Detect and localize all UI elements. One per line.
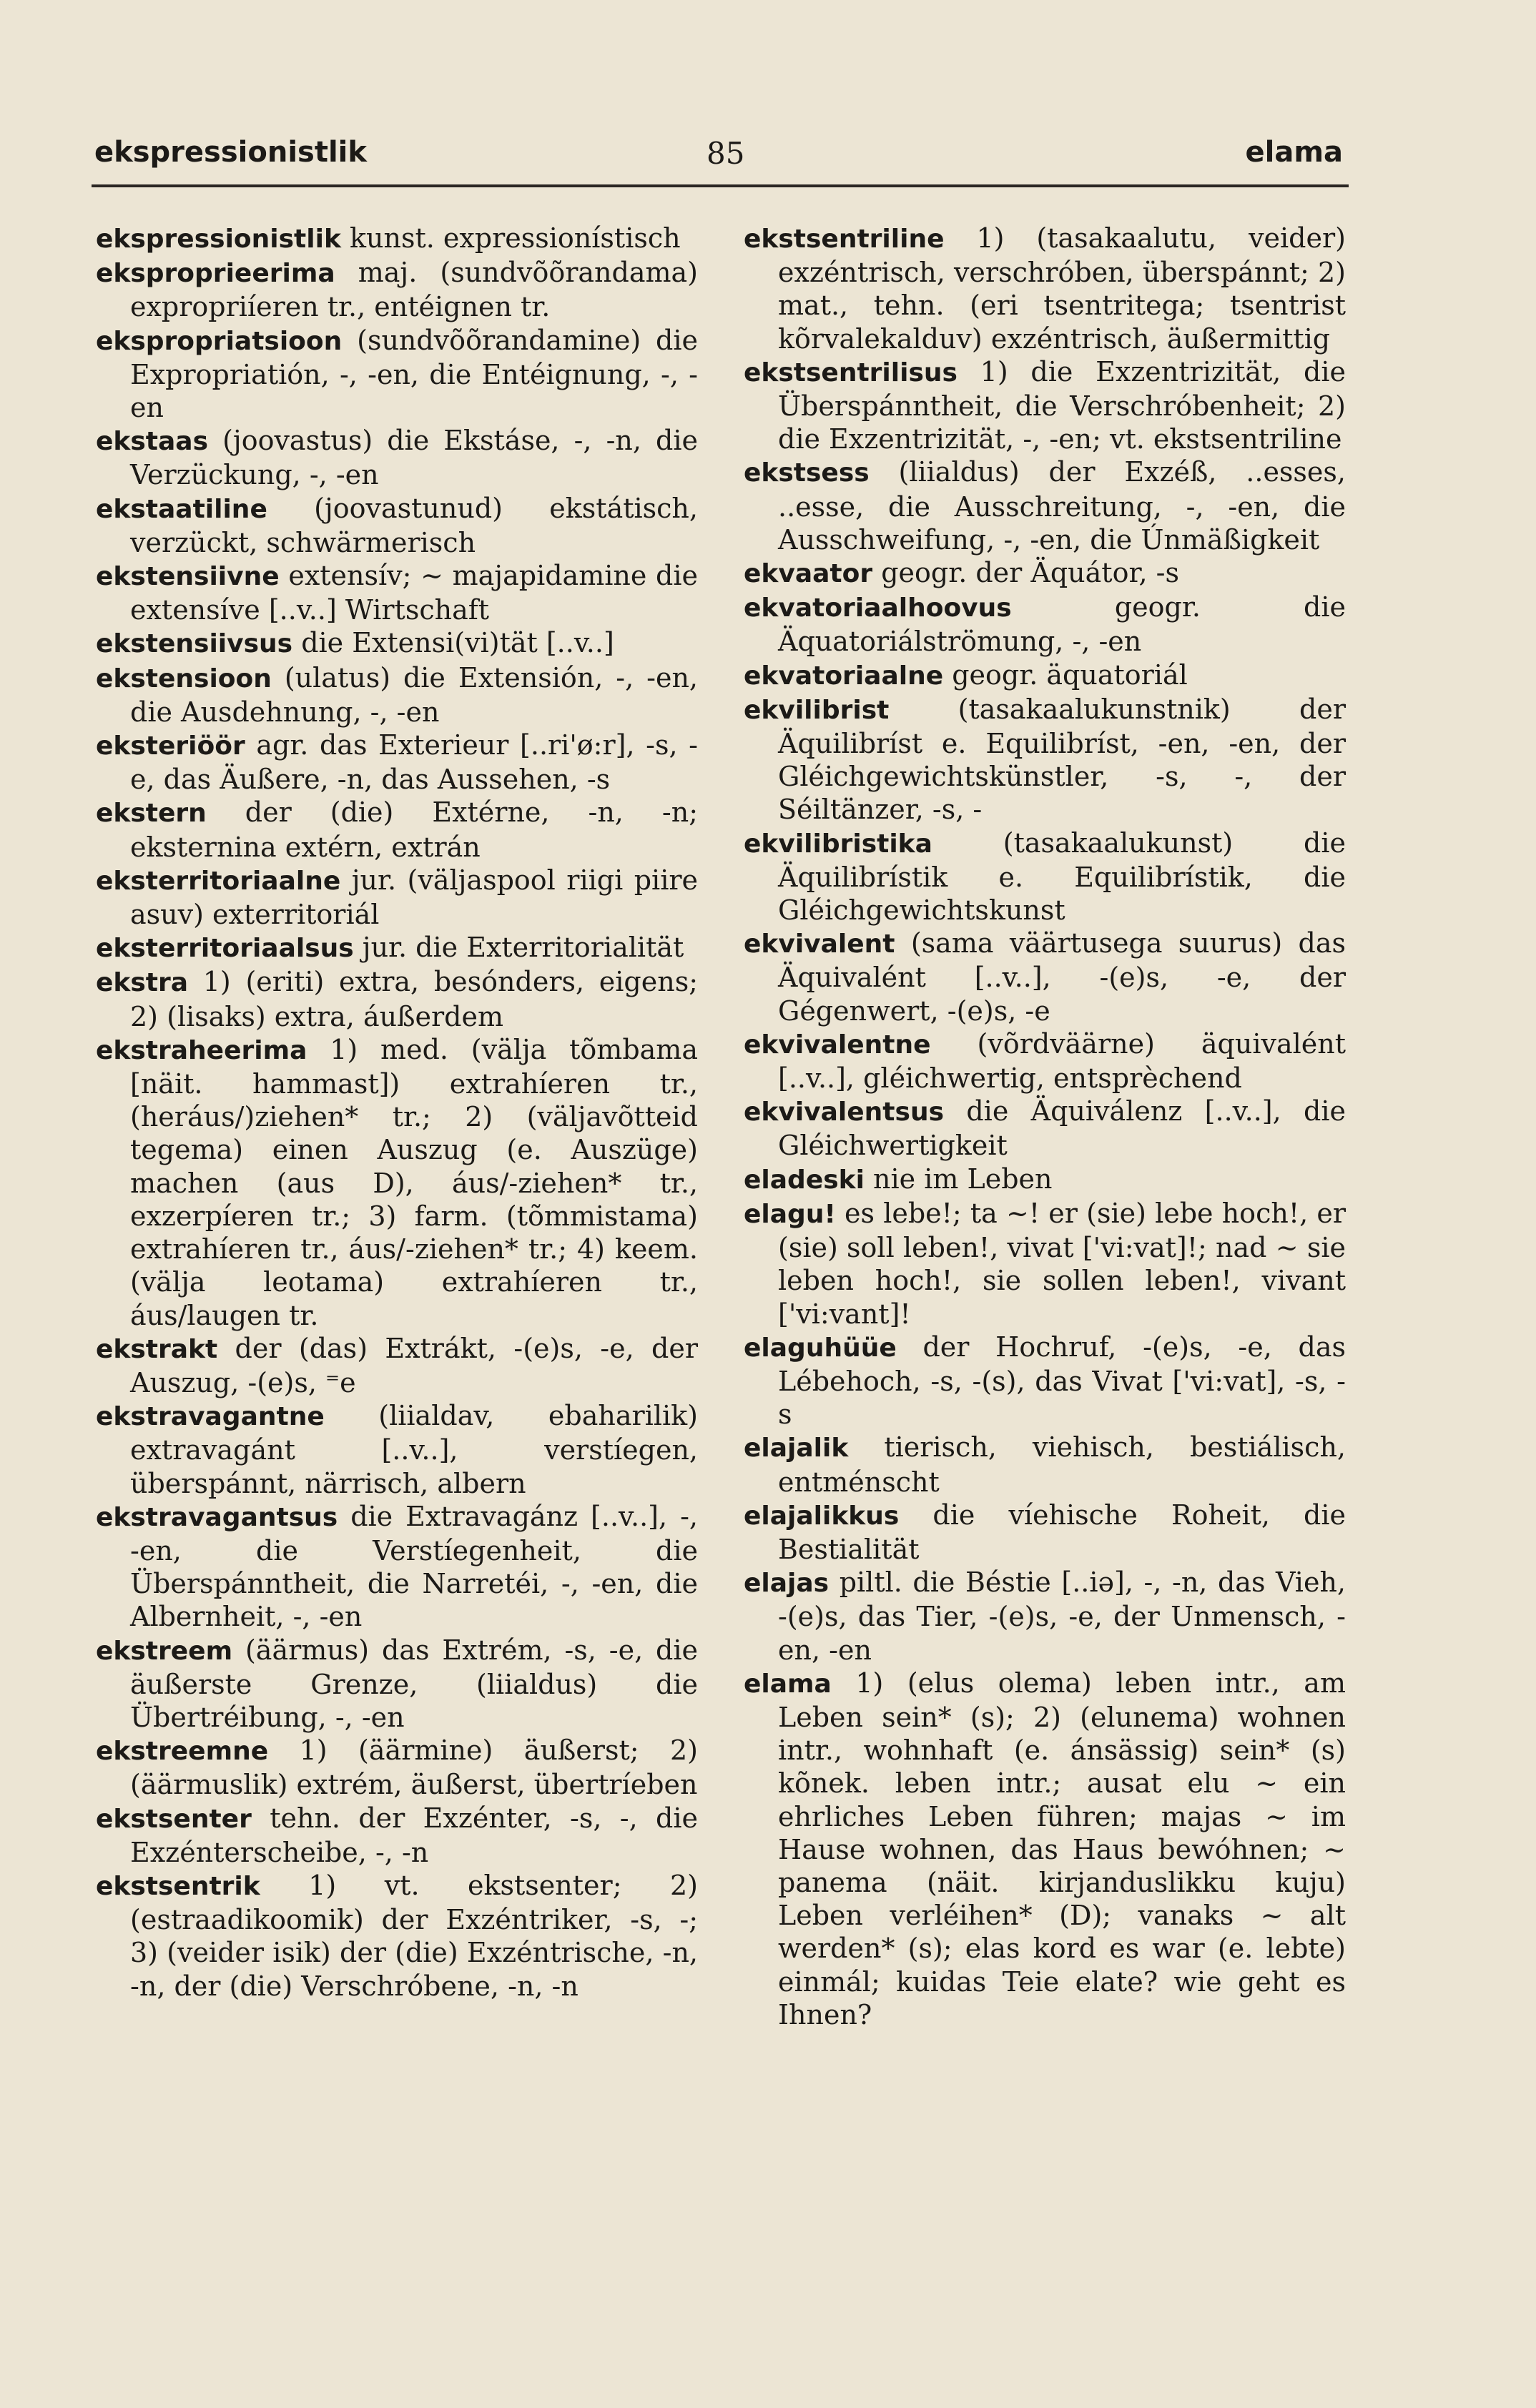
entry-definition: (tasakaalukunst) die Äquilibrístik e. Equilibrístik, die Gléichgewichtskunst xyxy=(778,826,1346,927)
dictionary-entry xyxy=(744,591,1346,658)
dictionary-entry xyxy=(96,222,698,256)
dictionary-entry xyxy=(744,1667,1346,2031)
headword: ekvilibrist xyxy=(744,695,890,725)
dictionary-entry xyxy=(744,355,1346,456)
dictionary-entry xyxy=(744,1197,1346,1331)
dictionary-entry xyxy=(744,556,1346,591)
headword: ekstaatiline xyxy=(96,494,267,524)
headword: ekstsenter xyxy=(96,1804,252,1834)
headword: eksterritoriaalsus xyxy=(96,934,354,964)
entry-definition: die Äquiválenz [..v..], die Gléichwertigkeit xyxy=(778,1095,1346,1162)
dictionary-entry xyxy=(96,256,698,323)
entry-definition: piltl. die Béstie [..iə], -, -n, das Vieh, -(e)s, das Tier, -(e)s, -e, der Unmensch, -en, -en xyxy=(778,1566,1346,1666)
dictionary-entry xyxy=(744,1095,1346,1162)
dictionary-entry xyxy=(744,1331,1346,1431)
headword: ekspropriatsioon xyxy=(96,326,343,356)
dictionary-entry xyxy=(744,1027,1346,1095)
entry-definition: (sama väärtusega suurus) das Äquivalént [..v..], -(e)s, -e, der Gégenwert, -(e)s, -e xyxy=(778,927,1346,1027)
dictionary-entry xyxy=(96,1500,698,1634)
headword: ekstraheerima xyxy=(96,1035,307,1065)
entry-definition: geogr. äquatoriál xyxy=(943,658,1188,691)
dictionary-entry xyxy=(744,1163,1346,1197)
headword: elajalikkus xyxy=(744,1501,900,1531)
headword: ekstreem xyxy=(96,1636,233,1666)
headword: ekspressionistlik xyxy=(96,224,341,254)
dictionary-entry xyxy=(744,658,1346,693)
headword: elajalik xyxy=(744,1434,849,1464)
headword: ekvatoriaalne xyxy=(744,661,944,691)
running-head-right: elama xyxy=(1245,136,1343,169)
entry-definition: es lebe!; ta ~! er (sie) lebe hoch!, er (sie) soll leben!, vivat ['vi:vat]!; nad ~ sie leben hoch!, sie sollen leben!, vivant ['vi:vant]! xyxy=(778,1197,1346,1330)
entry-definition: (äärmus) das Extrém, -s, -e, die äußerste Grenze, (liialdus) die Übertréibung, -, -en xyxy=(130,1634,698,1733)
entry-definition: nie im Leben xyxy=(864,1163,1053,1195)
headword: ekstensiivsus xyxy=(96,629,293,659)
headword: ekstra xyxy=(96,968,189,998)
entry-definition: 1) (elus olema) leben intr., am Leben sein* (s); 2) (elunema) wohnen intr., wohnhaft (e. ánsässig) sein* (s) kõnek. leben intr.; ausat elu ~ ein ehrliches Leben führen; majas ~ im Hause wohnen, das Haus bewóhnen; ~ panema (näit. kirjanduslikku kuju) Leben verléihen* (D); vanaks ~ alt werden* (s); elas kord es war (e. lebte) einmál; kuidas Teie elate? wie geht es Ihnen? xyxy=(778,1667,1346,2030)
headword: ekstravagantne xyxy=(96,1402,325,1432)
headword: eksteriöör xyxy=(96,731,245,761)
header-rule xyxy=(92,184,1349,187)
entry-definition: 1) (äärmine) äußerst; 2) (äärmuslik) extrém, äußerst, übertríeben xyxy=(130,1735,698,1801)
dictionary-entry xyxy=(96,1734,698,1801)
dictionary-entry xyxy=(96,559,698,626)
entry-definition: der (das) Extrákt, -(e)s, -e, der Auszug, -(e)s, ⁼e xyxy=(130,1332,698,1398)
headword: ekvaator xyxy=(744,559,873,589)
headword: ekstsentriline xyxy=(744,224,945,254)
entry-definition: (võrdväärne) äquivalént [..v..], gléichwertig, entsprèchend xyxy=(778,1027,1346,1095)
dictionary-entry xyxy=(744,1499,1346,1566)
headword: ekstern xyxy=(96,799,207,829)
entry-definition: agr. das Exterieur [..ri'ø:r], -s, -e, das Äußere, -n, das Aussehen, -s xyxy=(130,729,698,796)
dictionary-entry xyxy=(744,222,1346,355)
headword: ekvivalentne xyxy=(744,1030,931,1060)
headword: ekvatoriaalhoovus xyxy=(744,593,1012,623)
dictionary-entry xyxy=(96,965,698,1032)
running-head-left: ekspressionistlik xyxy=(94,136,367,169)
dictionary-entry xyxy=(96,626,698,661)
entry-definition: (sundvõõrandamine) die Expropriatión, -, -en, die Entéignung, -, -en xyxy=(130,324,698,424)
headword: elagu! xyxy=(744,1199,836,1229)
entry-definition: 1) (eriti) extra, besónders, eigens; 2) (lisaks) extra, áußerdem xyxy=(130,966,698,1032)
headword: elajas xyxy=(744,1569,829,1599)
dictionary-entry xyxy=(96,796,698,863)
entry-definition: 1) med. (välja tõmbama [näit. hammast]) extrahíeren tr., (heráus/)ziehen* tr.; 2) (väljavõtteid tegema) einen Auszug (e. Auszüge) machen (aus D), áus/-ziehen* tr., exzerpíeren tr.; 3) farm. (tõmmistama) extrahíeren tr., áus/-ziehen* tr.; 4) keem. (välja leotama) extrahíeren tr., áus/laugen tr. xyxy=(130,1033,698,1331)
headword: eladeski xyxy=(744,1165,865,1195)
headword: ekstrakt xyxy=(96,1334,218,1364)
headword: ekspropriеerima xyxy=(96,259,335,289)
headword: ekvilibristika xyxy=(744,829,932,859)
dictionary-entry xyxy=(96,729,698,796)
dictionary-entry xyxy=(96,1869,698,2003)
dictionary-entry xyxy=(744,927,1346,1027)
dictionary-entry xyxy=(96,1802,698,1869)
dictionary-entry xyxy=(96,324,698,425)
entry-definition: (tasakaalukunstnik) der Äquilibríst e. Equilibríst, -en, -en, der Gléichgewichtskünstler, -s, -, der Séiltänzer, -s, - xyxy=(778,693,1346,826)
headword: ekstsentrik xyxy=(96,1871,260,1901)
entry-definition: maj. (sundvõõrandama) expropriíeren tr., entéignen tr. xyxy=(130,257,698,323)
entry-definition: 1) vt. ekstsenter; 2) (estraadikoomik) der Exzéntriker, -s, -; 3) (veider isik) der (die) Exzéntrische, -n, -n, der (die) Verschróbene, -n, -n xyxy=(130,1869,698,2002)
dictionary-entry xyxy=(96,1332,698,1399)
entry-definition: jur. (väljaspool riigi piire asuv) exterritoriál xyxy=(130,864,698,931)
dictionary-entry xyxy=(96,661,698,729)
dictionary-entry xyxy=(744,1431,1346,1498)
dictionary-entry xyxy=(744,826,1346,927)
dictionary-entry xyxy=(96,424,698,491)
entry-definition: (joovastunud) ekstátisch, verzückt, schwärmerisch xyxy=(130,492,698,558)
entry-definition: (liialdus) der Exzéß, ..esses, ..esse, die Ausschreitung, -, -en, die Ausschweifung, -, -en, die Únmäßigkeit xyxy=(778,456,1346,556)
entry-definition: (ulatus) die Extensión, -, -en, die Ausdehnung, -, -en xyxy=(130,661,698,728)
dictionary-entry xyxy=(744,693,1346,826)
entry-definition: die víehische Roheit, die Bestialität xyxy=(778,1499,1346,1565)
right-column xyxy=(744,222,1346,2031)
headword: elaguhüüe xyxy=(744,1333,897,1363)
entry-definition: die Extensi(vi)tät [..v..] xyxy=(292,627,614,659)
left-column xyxy=(96,222,698,2003)
entry-definition: tierisch, viehisch, bestiálisch, entménscht xyxy=(778,1431,1346,1498)
dictionary-entry xyxy=(96,1399,698,1500)
dictionary-entry xyxy=(96,931,698,965)
entry-definition: (joovastus) die Ekstáse, -, -n, die Verzückung, -, -en xyxy=(130,425,698,491)
dictionary-entry xyxy=(96,864,698,931)
entry-definition: 1) die Exzentrizität, die Überspánntheit, die Verschróbenheit; 2) die Exzentrizität, -, -en; vt. ekstsentriline xyxy=(778,355,1346,455)
entry-definition: geogr. der Äquátor, -s xyxy=(872,557,1179,589)
headword: eksterritoriaalne xyxy=(96,866,341,896)
headword: ekstensiivne xyxy=(96,562,280,592)
dictionary-entry xyxy=(96,1033,698,1332)
headword: ekstravagantsus xyxy=(96,1502,338,1532)
headword: ekvivalentsus xyxy=(744,1097,945,1127)
headword: ekstensioon xyxy=(96,663,272,694)
dictionary-entry xyxy=(96,492,698,559)
dictionary-entry xyxy=(744,455,1346,556)
headword: elama xyxy=(744,1669,832,1699)
entry-definition: kunst. expressionístisch xyxy=(340,222,681,254)
headword: ekstsess xyxy=(744,458,870,488)
headword: ekstreemne xyxy=(96,1737,269,1767)
page-number: 85 xyxy=(707,136,745,171)
entry-definition: die Extravagánz [..v..], -, -en, die Verstíegenheit, die Überspánntheit, die Narretéi, -, -en, die Albernheit, -, -en xyxy=(130,1500,698,1633)
entry-definition: 1) (tasakaalutu, veider) exzéntrisch, verschróben, überspánnt; 2) mat., tehn. (eri tsentritega; tsentrist kõrvalekalduv) exzéntrisch, äußermittig xyxy=(778,222,1346,355)
entry-definition: geogr. die Äquatoriálströmung, -, -en xyxy=(778,591,1346,658)
headword: ekstsentrilisus xyxy=(744,357,957,388)
headword: ekstaas xyxy=(96,427,209,457)
entry-definition: (liialdav, ebaharilik) extravagánt [..v..], verstíegen, überspánnt, närrisch, albern xyxy=(130,1400,698,1499)
entry-definition: jur. die Exterritorialität xyxy=(353,932,684,964)
entry-definition: extensív; ~ majapidamine die extensíve [..v..] Wirtschaft xyxy=(130,560,698,626)
entry-definition: der Hochruf, -(e)s, -e, das Lébehoch, -s, -(s), das Vivat ['vi:vat], -s, -s xyxy=(778,1331,1346,1431)
dictionary-entry xyxy=(96,1634,698,1735)
dictionary-entry xyxy=(744,1566,1346,1667)
entry-definition: tehn. der Exzénter, -s, -, die Exzénterscheibe, -, -n xyxy=(130,1802,698,1868)
entry-definition: der (die) Extérne, -n, -n; eksternina extérn, extrán xyxy=(130,796,698,863)
headword: ekvivalent xyxy=(744,929,895,959)
